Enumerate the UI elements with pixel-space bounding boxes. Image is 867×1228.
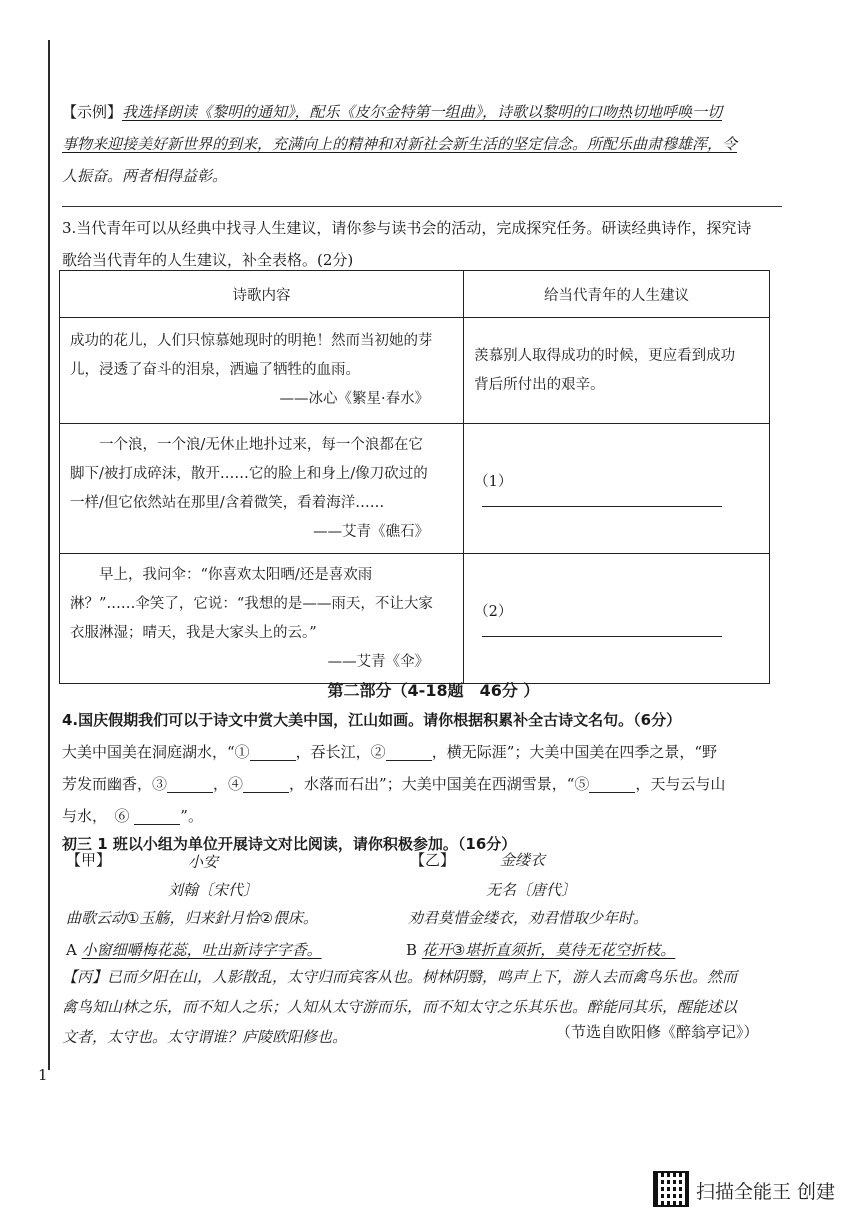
advice-line: 羡慕别人取得成功的时候，更应看到成功 xyxy=(474,347,736,364)
q3-line-2: 歌给当代青年的人生建议，补全表格。(2分) xyxy=(62,251,354,269)
advice-line: 背后所付出的艰辛。 xyxy=(474,376,605,393)
poem-yi-line: 劝君莫惜金缕衣，劝君惜取少年时。 xyxy=(408,909,649,927)
poem-advice-table xyxy=(59,270,770,684)
couplet-a: 小窗细嚼梅花蕊，吐出新诗字字香。 xyxy=(81,941,322,959)
q4-line-3 xyxy=(62,768,782,800)
answer-label-2: （2） xyxy=(474,604,513,620)
question-3 xyxy=(62,212,782,276)
answer-blank-2[interactable] xyxy=(482,622,722,637)
poem-line: 儿，浸透了奋斗的泪泉，洒遍了牺牲的血雨。 xyxy=(70,362,360,378)
table-header-row xyxy=(60,271,770,318)
binding-line xyxy=(48,40,50,1070)
passage-source: （节选自欧阳修《醉翁亭记》） xyxy=(556,1023,759,1041)
poem-line: 衣服淋湿；晴天，我是大家头上的云。” xyxy=(70,624,317,641)
poem-yi-author: 无名〔唐代〕 xyxy=(486,881,577,899)
couplet-prefix-a: A xyxy=(66,941,77,959)
poem-yi-label: 【乙】 xyxy=(410,851,456,869)
example-line-3: 人振奋。两者相得益彰。 xyxy=(62,167,228,185)
blank-3[interactable] xyxy=(167,778,213,793)
example-line-2: 事物来迎接美好新世界的到来，充满向上的精神和对新社会新生活的坚定信念。所配乐曲肃穆雄浑，令 xyxy=(62,135,738,153)
answer-rule xyxy=(62,206,782,207)
q4-text: ，④ xyxy=(213,775,244,793)
example-answer xyxy=(62,96,782,192)
q4-text: ，天与云与山 xyxy=(635,775,726,793)
q4-line-1: 4.国庆假期我们可以于诗文中赏大美中国，江山如画。请你根据积累补全古诗文名句。（6分） xyxy=(62,711,682,729)
poem-author: ——艾青《伞》 xyxy=(327,653,430,670)
question-4 xyxy=(62,704,782,832)
example-line-1: 我选择朗读《黎明的通知》，配乐《皮尔金特第一组曲》，诗歌以黎明的口吻热切地呼唤一切 xyxy=(122,103,723,121)
answer-label-1: （1） xyxy=(474,474,513,490)
header-poem-content: 诗歌内容 xyxy=(60,271,464,318)
q4-text: ，横无际涯”；大美中国美在四季之景，“野 xyxy=(431,743,718,761)
advice-cell xyxy=(464,424,770,554)
poem-author: ——冰心《繁星·春水》 xyxy=(279,391,430,407)
header-advice: 给当代青年的人生建议 xyxy=(464,271,770,318)
blank-6[interactable] xyxy=(134,810,180,825)
poem-jia-author: 刘翰〔宋代〕 xyxy=(168,881,259,899)
q4-text: ”。 xyxy=(180,807,203,825)
blank-1[interactable] xyxy=(250,746,296,761)
q3-line-1: 3.当代青年可以从经典中找寻人生建议，请你参与读书会的活动，完成探究任务。研读经典诗作，探究诗 xyxy=(62,219,752,237)
blank-4[interactable] xyxy=(243,778,289,793)
blank-5[interactable] xyxy=(589,778,635,793)
poem-jia-title: 小安 xyxy=(188,853,219,871)
reading-intro: 初三 1 班以小组为单位开展诗文对比阅读，请你积极参加。（16分） xyxy=(62,835,517,853)
table-row xyxy=(60,318,770,424)
poem-cell xyxy=(60,424,464,554)
example-prefix: 【示例】 xyxy=(62,103,123,121)
q4-text: 与水， ⑥ xyxy=(62,807,135,825)
poem-line: 淋？”……伞笑了，它说：“我想的是——雨天，不让大家 xyxy=(70,595,433,612)
q4-text: 芳发而幽香，③ xyxy=(62,775,168,793)
table-row xyxy=(60,554,770,684)
q4-text: ，吞长江，② xyxy=(295,743,386,761)
advice-cell xyxy=(464,318,770,424)
part-2-title: 第二部分（4-18题 46分 ） xyxy=(327,681,540,700)
couplet-b: 花开③堪折直须折，莫待无花空折枝。 xyxy=(421,941,676,959)
scanner-watermark: 扫描全能王 创建 xyxy=(696,1181,836,1203)
poem-author: ——艾青《礁石》 xyxy=(313,523,430,540)
advice-cell xyxy=(464,554,770,684)
answer-blank-1[interactable] xyxy=(482,492,722,507)
q4-text: 大美中国美在洞庭湖水，“① xyxy=(62,743,250,761)
passage-line: 禽鸟知山林之乐，而不知人之乐；人知从太守游而乐，而不知太守之乐其乐也。醉能同其乐，醒能述以 xyxy=(62,998,738,1016)
poem-jia-line: 曲歌云动①玉觞，归来針月恰②偎床。 xyxy=(66,909,318,927)
couplet-prefix-b: B xyxy=(406,941,418,959)
poem-line: 早上，我问伞：“你喜欢太阳晒/还是喜欢雨 xyxy=(70,566,373,583)
blank-2[interactable] xyxy=(386,746,432,761)
passage-line: 文者，太守也。太守谓谁？庐陵欧阳修也。 xyxy=(62,1028,348,1046)
poem-line: 成功的花儿，人们只惊慕她现时的明艳！然而当初她的芽 xyxy=(70,333,433,349)
poem-line: 一个浪，一个浪/无休止地扑过来，每一个浪都在它 xyxy=(70,436,423,453)
q4-line-2 xyxy=(62,736,782,768)
poem-line: 一样/但它依然站在那里/含着微笑，看着海洋…… xyxy=(70,494,385,511)
q4-text: ，水落而石出”；大美中国美在西湖雪景，“⑤ xyxy=(289,775,590,793)
qr-code-icon xyxy=(653,1171,689,1207)
poem-cell xyxy=(60,554,464,684)
table-row xyxy=(60,424,770,554)
poem-yi-title: 金缕衣 xyxy=(500,851,546,869)
poem-cell xyxy=(60,318,464,424)
passage-line: 【丙】已而夕阳在山，人影散乱，太守归而宾客从也。树林阴翳，鸣声上下，游人去而禽鸟乐也。然而 xyxy=(62,968,738,986)
poem-jia-label: 【甲】 xyxy=(66,851,112,869)
poem-line: 脚下/被打成碎沫，散开……它的脸上和身上/像刀砍过的 xyxy=(70,465,428,482)
page-number: 1 xyxy=(38,1066,48,1084)
